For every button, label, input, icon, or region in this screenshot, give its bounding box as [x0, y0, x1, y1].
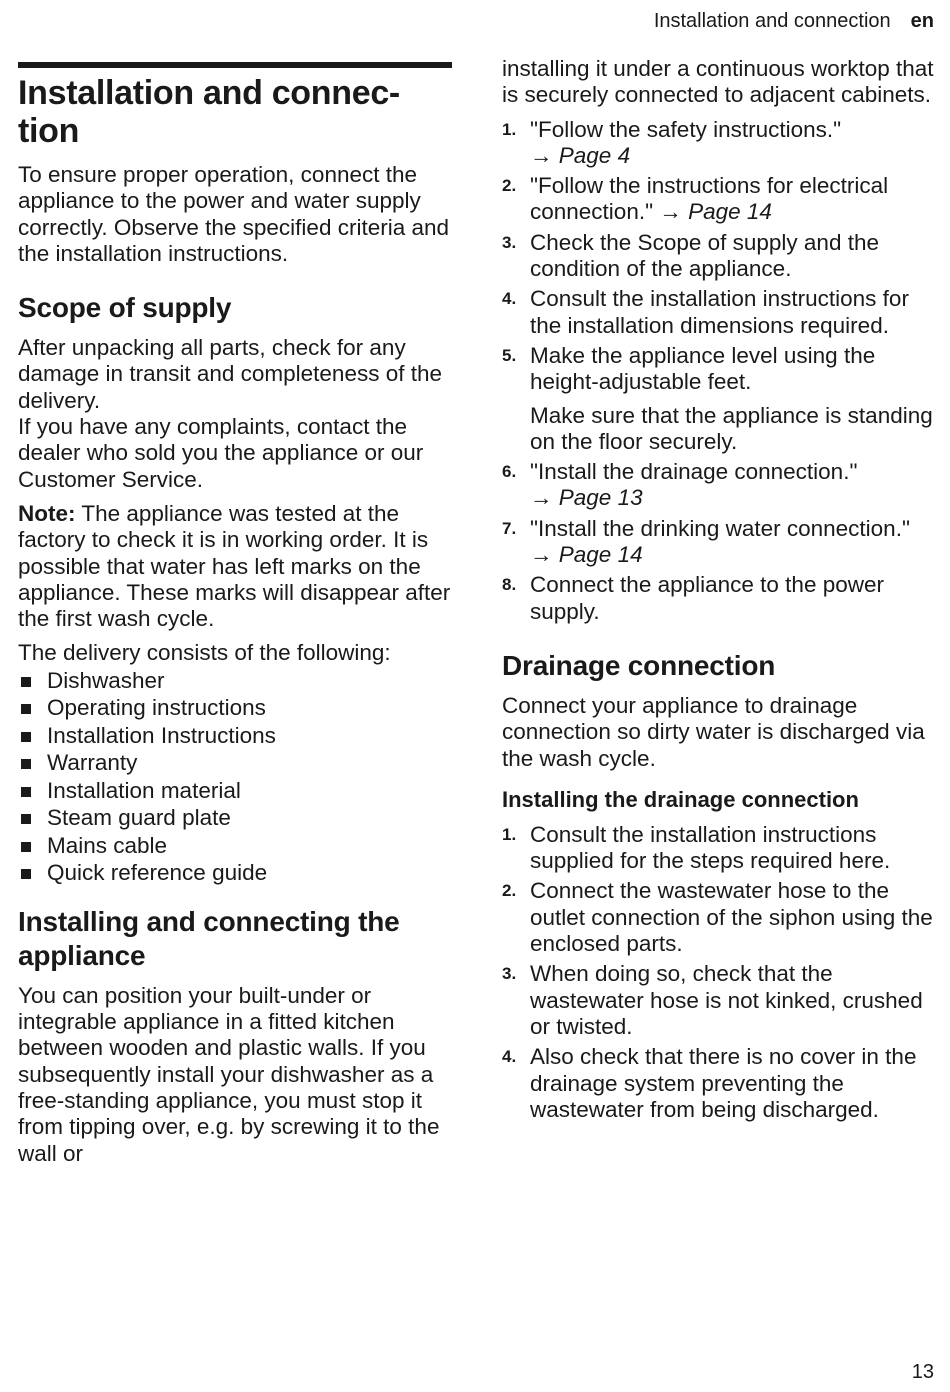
- install-heading: [18, 905, 452, 973]
- step-item: 3. Check the Scope of supply and the condition of the appliance.: [502, 229, 879, 282]
- install-steps-list: [502, 117, 934, 625]
- page-title: [18, 74, 452, 150]
- step-item: 8. Connect the appliance to the power supply.: [502, 572, 884, 624]
- bullet-square-icon: [21, 814, 31, 824]
- list-item: Steam guard plate: [18, 804, 452, 832]
- heading-rule: [18, 62, 452, 68]
- bullet-square-icon: [21, 842, 31, 852]
- bullet-square-icon: [21, 787, 31, 797]
- list-item: Operating instructions: [18, 694, 452, 722]
- install-heading-line-1: Installing and connecting the: [18, 905, 400, 937]
- step-item: 1. "Follow the safety instructions." → Page 4: [502, 116, 842, 168]
- step-number: 1.: [502, 824, 517, 844]
- page-reference-link[interactable]: Page 13: [558, 485, 643, 511]
- step-item: 3. When doing so, check that the wastewater hose is not kinked, crushed or twisted.: [502, 961, 923, 1039]
- scope-paragraph-1: After unpacking all parts, check for any damage in transit and completeness of the delivery.: [18, 335, 443, 413]
- install-paragraph: You can position your built-under or integrable appliance in a fitted kitchen between wooden and plastic walls. If you subsequently install your dishwasher as a free-standing appliance, you must stop it from tipping over, e.g. by screwing it to the wall or: [18, 982, 440, 1166]
- scope-paragraph-2: If you have any complaints, contact the dealer who sold you the appliance or our Customer Service.: [18, 414, 424, 492]
- drainage-subheading: Installing the drainage connection: [502, 786, 859, 812]
- drainage-heading: Drainage connection: [502, 649, 776, 681]
- list-item: Dishwasher: [18, 667, 452, 695]
- header-title: Installation and connection: [653, 10, 891, 32]
- page-title-line-2: tion: [18, 112, 80, 150]
- right-column: [502, 56, 934, 1127]
- install-paragraph-continued: installing it under a continuous worktop that is securely connected to adjacent cabinets.: [502, 56, 934, 108]
- note-label: Note:: [18, 500, 76, 526]
- page-reference-link[interactable]: Page 14: [688, 199, 772, 225]
- scope-heading: Scope of supply: [18, 292, 232, 324]
- page-number: 13: [911, 1361, 934, 1383]
- step-number: 4.: [502, 1047, 517, 1067]
- step-number: 1.: [502, 119, 517, 139]
- step-item: 2. "Follow the instructions for electrical connection." → Page 14: [502, 173, 889, 225]
- arrow-right-icon: →: [530, 142, 553, 168]
- bullet-square-icon: [21, 704, 31, 714]
- step-number: 4.: [502, 289, 517, 309]
- step-sub-paragraph: Make sure that the appliance is standing on the floor securely.: [530, 402, 933, 454]
- drainage-paragraph: Connect your appliance to drainage connection so dirty water is discharged via the wash cycle.: [502, 692, 925, 771]
- step-number: 2.: [502, 881, 517, 901]
- step-item: 1. Consult the installation instructions supplied for the steps required here.: [502, 821, 891, 874]
- bullet-square-icon: [21, 869, 31, 879]
- left-column: [18, 62, 452, 1175]
- arrow-right-icon: →: [659, 199, 682, 225]
- page-reference-link[interactable]: Page 4: [558, 142, 631, 168]
- step-number: 3.: [502, 232, 517, 252]
- intro-paragraph: To ensure proper operation, connect the appliance to the power and water supply correctly. Observe the specified criteria and the installation instructions.: [18, 162, 450, 266]
- step-number: 3.: [502, 964, 517, 984]
- bullet-square-icon: [21, 677, 31, 687]
- step-item: 5. Make the appliance level using the height-adjustable feet. Make sure that the appliance is standing on the floor securely.: [502, 342, 933, 454]
- install-heading-line-2: appliance: [18, 939, 146, 971]
- list-item: Installation material: [18, 777, 452, 805]
- step-number: 8.: [502, 575, 517, 595]
- delivery-list: [18, 667, 452, 887]
- list-item: Warranty: [18, 749, 452, 777]
- running-header: [654, 8, 934, 34]
- step-item: 2. Connect the wastewater hose to the outlet connection of the siphon using the enclosed parts.: [502, 878, 933, 957]
- arrow-right-icon: →: [530, 542, 553, 568]
- list-item: Installation Instructions: [18, 722, 452, 750]
- language-code: en: [910, 10, 934, 32]
- step-number: 5.: [502, 345, 517, 365]
- list-item: Mains cable: [18, 832, 452, 860]
- step-number: 6.: [502, 462, 517, 482]
- step-item: 6. "Install the drainage connection." → Page 13: [502, 459, 858, 511]
- drainage-steps-list: [502, 822, 934, 1123]
- arrow-right-icon: →: [530, 485, 553, 511]
- step-number: 7.: [502, 518, 517, 538]
- delivery-intro: The delivery consists of the following:: [18, 640, 391, 666]
- note-paragraph: [18, 501, 452, 632]
- step-item: 7. "Install the drinking water connection." → Page 14: [502, 515, 910, 568]
- list-item: Quick reference guide: [18, 859, 452, 887]
- step-item: 4. Also check that there is no cover in the drainage system preventing the wastewater from being discharged.: [502, 1044, 917, 1122]
- bullet-square-icon: [21, 759, 31, 769]
- page-title-line-1: Installation and connec-: [18, 74, 400, 112]
- step-item: 4. Consult the installation instructions for the installation dimensions required.: [502, 286, 909, 338]
- bullet-square-icon: [21, 732, 31, 742]
- step-number: 2.: [502, 176, 517, 196]
- page-reference-link[interactable]: Page 14: [558, 542, 643, 568]
- note-text: The appliance was tested at the factory to check it is in working order. It is possible that water has left marks on the appliance. These marks will disappear after the first wash cycle.: [18, 500, 451, 632]
